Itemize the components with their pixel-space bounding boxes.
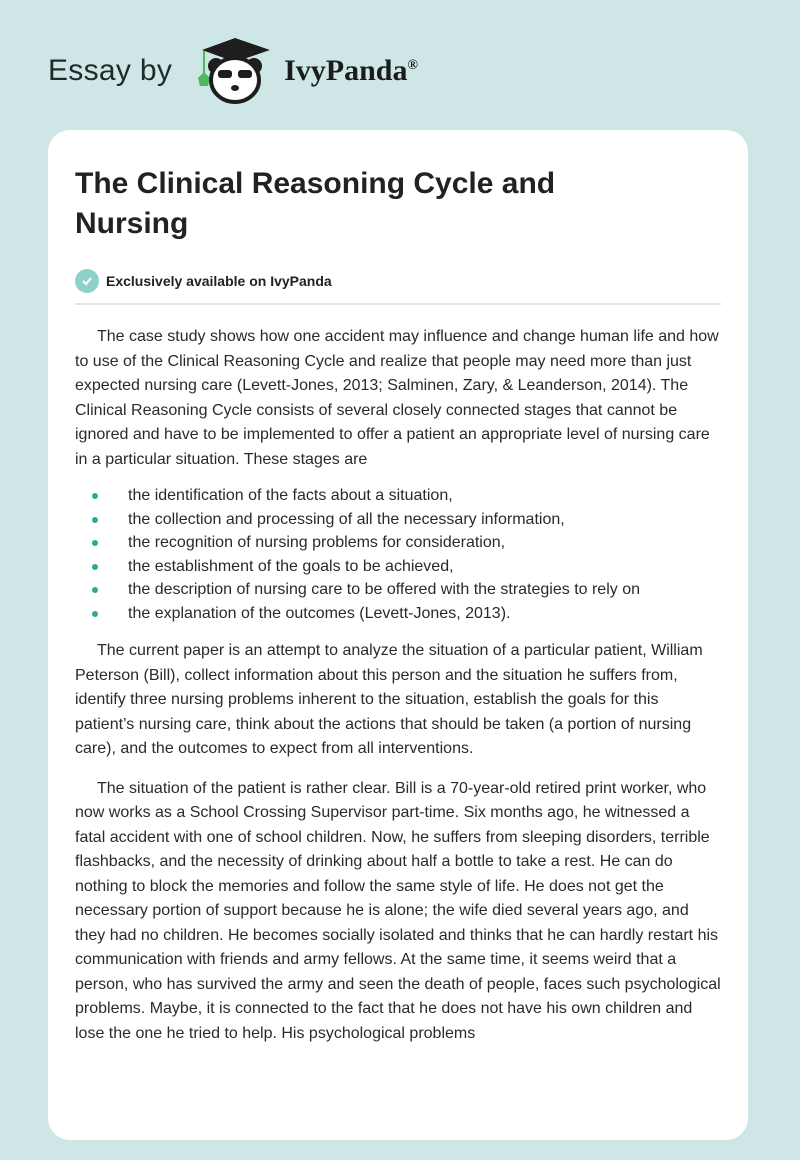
list-item: the explanation of the outcomes (Levett-Jones, 2013).	[75, 602, 721, 626]
divider	[75, 303, 721, 305]
list-item: the recognition of nursing problems for consideration,	[75, 531, 721, 555]
paragraph: The case study shows how one accident may influence and change human life and how to use of the Clinical Reasoning Cycle and realize that people may need more than just expected nursing care (Levett-Jones, 2013; Salminen, Zary, & Leanderson, 2014). The Clinical Reasoning Cycle consists of several closely connected stages that cannot be ignored and have to be implemented to offer a patient an appropriate level of nursing care in a particular situation. These stages are	[75, 328, 719, 468]
site-header	[48, 36, 418, 106]
essay-title: The Clinical Reasoning Cycle and Nursing	[75, 167, 556, 240]
check-icon	[75, 269, 99, 293]
badge-text: Exclusively available on IvyPanda	[106, 273, 332, 289]
ivypanda-logo-icon[interactable]	[192, 36, 278, 106]
brand-name[interactable]	[284, 54, 418, 88]
list-item: the identification of the facts about a situation,	[75, 484, 721, 508]
registered-mark: ®	[407, 58, 418, 73]
paragraph: The current paper is an attempt to analyze the situation of a particular patient, William Peterson (Bill), collect information about this person and the situation he suffers from, identify three nursing problems inherent to the situation, establish the goals for this patient’s nursing care, think about the actions that should be taken (a portion of nursing care), and the outcomes to expect from all interventions.	[75, 642, 703, 757]
list-item: the description of nursing care to be offered with the strategies to rely on	[75, 578, 721, 602]
stages-list	[75, 484, 721, 625]
brand-text: IvyPanda	[284, 54, 408, 87]
list-item: the establishment of the goals to be achieved,	[75, 555, 721, 579]
list-item: the collection and processing of all the necessary information,	[75, 508, 721, 532]
essay-by-label: Essay by	[48, 54, 173, 87]
exclusive-badge	[75, 269, 721, 293]
essay-card	[48, 130, 748, 1140]
paragraph: The situation of the patient is rather clear. Bill is a 70-year-old retired print worker, who now works as a School Crossing Supervisor part-time. Six months ago, he witnessed a fatal accident with one of school children. Now, he suffers from sleeping disorders, terrible flashbacks, and the necessity of drinking about half a bottle to take a rest. He can do nothing to block the memories and follow the same style of life. He does not get the necessary portion of support because he is alone; the wife died several years ago, and they had no children. He becomes socially isolated and thinks that he can hardly restart his communication with friends and army fellows. At the same time, it seems weird that a person, who has survived the army and seen the death of people, faces such psychological problems. Maybe, it is connected to the fact that he does not have his own children and lose the one he tried to help. His psychological problems	[75, 779, 721, 1042]
